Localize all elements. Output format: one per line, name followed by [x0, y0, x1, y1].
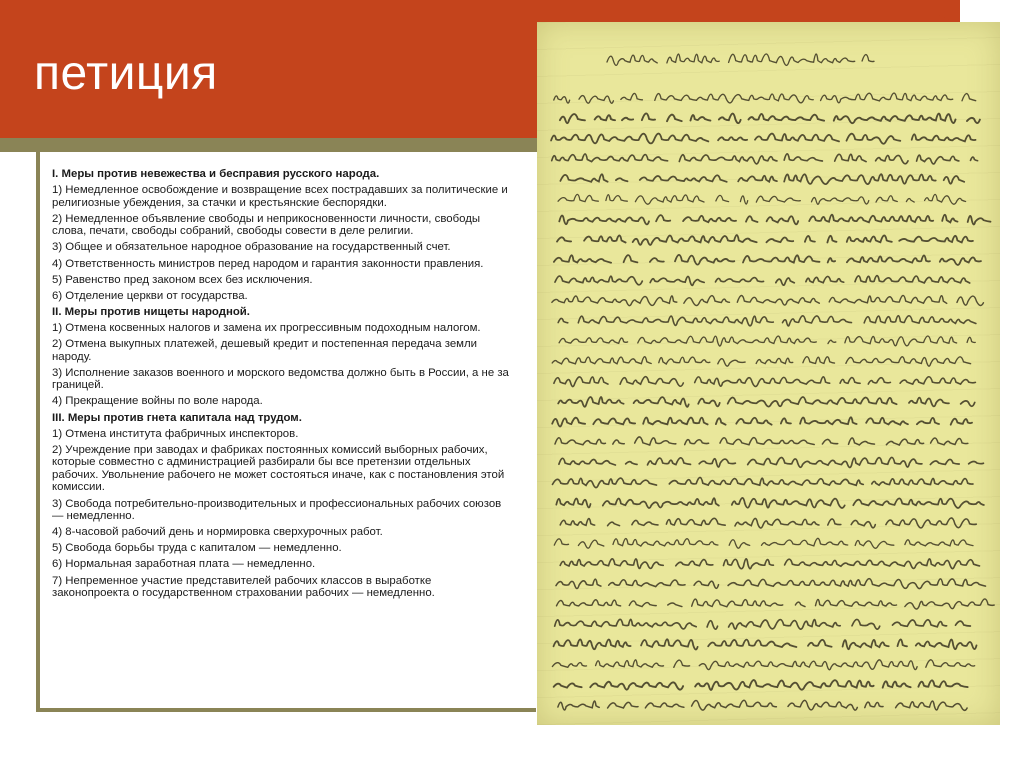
bottom-accent-line	[36, 708, 536, 712]
handwriting-stroke	[553, 477, 973, 487]
handwriting-stroke	[554, 93, 976, 103]
handwriting-stroke	[559, 336, 983, 346]
handwriting-stroke	[552, 295, 984, 305]
section-heading: III. Меры против гнета капитала над трудом.	[52, 411, 302, 424]
list-item: 7) Непременное участие представителей рабочих классов в выработке законопроекта о государственном страховании рабочих — немедленно.	[52, 574, 435, 600]
handwriting-stroke	[555, 437, 968, 445]
handwriting-stroke	[558, 700, 967, 710]
handwriting-stroke	[560, 559, 979, 569]
header-accent-strip	[0, 138, 560, 152]
slide-title: петиция	[34, 47, 218, 100]
handwriting-stroke	[552, 660, 974, 670]
list-item: 4) 8-часовой рабочий день и нормировка сверхурочных работ.	[52, 526, 383, 539]
handwriting-stroke	[554, 538, 980, 548]
handwriting-stroke	[559, 215, 998, 225]
handwriting-stroke	[552, 154, 978, 164]
handwriting-stroke	[554, 377, 986, 387]
handwriting-stroke	[554, 680, 968, 690]
handwriting-stroke	[559, 457, 984, 467]
petition-text	[52, 168, 510, 603]
list-item: 1) Отмена института фабричных инспекторов.	[52, 427, 299, 440]
handwriting-stroke	[558, 316, 987, 326]
handwriting-stroke	[560, 113, 980, 123]
list-item: 1) Отмена косвенных налогов и замена их прогрессивным подоходным налогом.	[52, 321, 481, 334]
handwriting-stroke	[558, 194, 978, 204]
handwriting-stroke	[560, 174, 964, 184]
list-item: 3) Общее и обязательное народное образование на государственный счет.	[52, 241, 451, 254]
handwriting-stroke	[552, 417, 972, 426]
list-item: 5) Свобода борьбы труда с капиталом — немедленно.	[52, 542, 342, 555]
list-item: 6) Нормальная заработная плата — немедленно.	[52, 558, 316, 571]
list-item: 3) Исполнение заказов военного и морского ведомства должно быть в России, а не за границей.	[52, 366, 509, 392]
list-item: 5) Равенство пред законом всех без исключения.	[52, 273, 313, 286]
handwriting-stroke	[558, 397, 975, 407]
handwriting-stroke	[551, 134, 988, 144]
handwritten-manuscript-image	[537, 22, 1000, 725]
list-item: 3) Свобода потребительно-производительных и профессиональных рабочих союзов — немедленно.	[52, 497, 502, 523]
list-item: 2) Отмена выкупных платежей, дешевый кредит и постепенная передача земли народу.	[52, 338, 477, 363]
section-heading: II. Меры против нищеты народной.	[52, 305, 250, 318]
handwriting-stroke	[554, 639, 989, 649]
handwriting-stroke	[552, 357, 970, 366]
handwriting-stroke	[557, 599, 995, 609]
handwriting-stroke	[555, 276, 970, 286]
list-item: 4) Прекращение войны по воле народа.	[52, 395, 263, 408]
list-item: 4) Ответственность министров перед народом и гарантия законности правления.	[52, 257, 484, 270]
handwriting-stroke	[556, 579, 986, 589]
handwriting-stroke	[560, 518, 976, 528]
list-item: 1) Немедленное освобождение и возвращение всех пострадавших за политические и религиозные убеждения, за стачки и крестьянские беспорядки.	[52, 184, 508, 209]
handwriting-stroke	[607, 54, 874, 65]
list-item: 2) Немедленное объявление свободы и неприкосновенности личности, свободы слова, печати, свободы собраний, свободы совести в деле религии.	[52, 212, 481, 238]
list-item: 6) Отделение церкви от государства.	[52, 289, 248, 302]
handwriting-stroke	[554, 255, 981, 265]
manuscript-handwriting	[537, 22, 1000, 725]
left-accent-line	[36, 152, 40, 712]
list-item: 2) Учреждение при заводах и фабриках постоянных комиссий выборных рабочих, которые совместно с администрацией разбирали бы все претензии отдельных рабочих. Увольнение рабочего не может состояться иначе, как с постановления этой комиссии.	[52, 443, 505, 494]
handwriting-stroke	[556, 498, 996, 508]
handwriting-stroke	[557, 235, 973, 245]
handwriting-stroke	[555, 619, 971, 629]
section-heading: I. Меры против невежества и бесправия русского народа.	[52, 168, 380, 180]
